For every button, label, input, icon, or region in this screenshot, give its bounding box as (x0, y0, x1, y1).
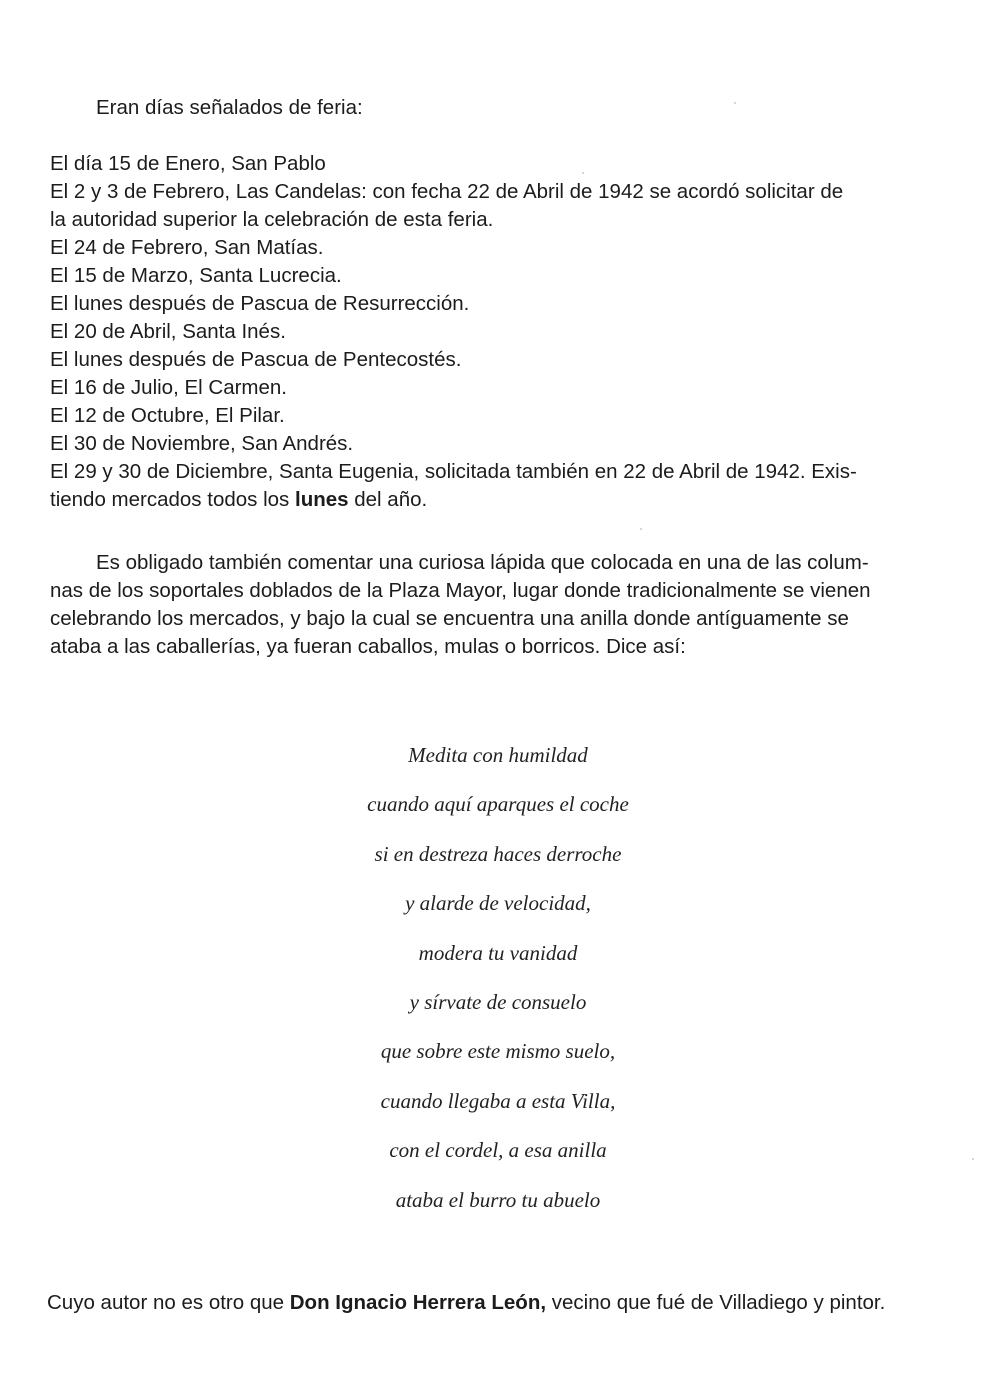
feria-item: El 30 de Noviembre, San Andrés. (50, 432, 354, 455)
feria-item: El 24 de Febrero, San Matías. (50, 236, 324, 259)
poem-verse: cuando llegaba a esta Villa, (380, 1088, 616, 1113)
feria-line: El 29 y 30 de Diciembre, Santa Eugenia, solicitada también en 22 de Abril de 1942. Exis- (50, 460, 857, 483)
poem-verse: cuando aquí aparques el coche (367, 792, 629, 817)
lunes-emphasis: lunes (295, 488, 349, 511)
closing-paragraph (47, 1289, 885, 1317)
poem-verse: y alarde de velocidad, (405, 891, 591, 916)
feria-item (50, 178, 950, 234)
closing-text: Cuyo autor no es otro que (47, 1291, 290, 1314)
poem-verse: Medita con humildad (408, 743, 588, 767)
feria-item: El 20 de Abril, Santa Inés. (50, 320, 286, 343)
poem-verse: modera tu vanidad (418, 940, 578, 965)
paragraph-line: celebrando los mercados, y bajo la cual se encuentra una anilla donde antíguamente se (50, 607, 849, 630)
feria-line: El 2 y 3 de Febrero, Las Candelas: con fecha 22 de Abril de 1942 se acordó solicitar de (50, 180, 844, 203)
paper-speck (582, 172, 584, 174)
paragraph-line: ataba a las caballerías, ya fueran caballos, mulas o borricos. Dice así: (50, 635, 686, 658)
feria-line (50, 486, 950, 514)
poem-verse: ataba el burro tu abuelo (395, 1187, 601, 1212)
paragraph-line: Es obligado también comentar una curiosa lápida que colocada en una de las colum- (96, 551, 869, 574)
feria-list (50, 150, 950, 514)
poem-verse: con el cordel, a esa anilla (389, 1138, 607, 1163)
poem-verse: y sírvate de consuelo (409, 990, 587, 1015)
poem-verse: si en destreza haces derroche (374, 841, 622, 866)
intro-text: Eran días señalados de feria: (96, 96, 363, 119)
paragraph-line: nas de los soportales doblados de la Plaza Mayor, lugar donde tradicionalmente se vienen (50, 579, 871, 602)
feria-line: la autoridad superior la celebración de esta feria. (50, 208, 494, 231)
paper-speck (734, 102, 736, 104)
feria-item: El 12 de Octubre, El Pilar. (50, 404, 285, 427)
paper-speck (972, 1158, 974, 1160)
lapida-paragraph (50, 549, 950, 661)
feria-item: El lunes después de Pascua de Resurrección. (50, 292, 470, 315)
feria-item: El 15 de Marzo, Santa Lucrecia. (50, 264, 342, 287)
poem (300, 731, 696, 1225)
poem-verse: que sobre este mismo suelo, (380, 1039, 616, 1064)
feria-item (50, 458, 950, 514)
feria-text: del año. (348, 488, 428, 511)
feria-text: tiendo mercados todos los (50, 488, 295, 511)
feria-item: El 16 de Julio, El Carmen. (50, 376, 288, 399)
closing-text: vecino que fué de Villadiego y pintor. (546, 1291, 886, 1314)
author-name: Don Ignacio Herrera León, (289, 1291, 547, 1314)
feria-item: El día 15 de Enero, San Pablo (50, 152, 326, 175)
paper-speck (640, 528, 642, 530)
feria-item: El lunes después de Pascua de Pentecostés. (50, 348, 462, 371)
